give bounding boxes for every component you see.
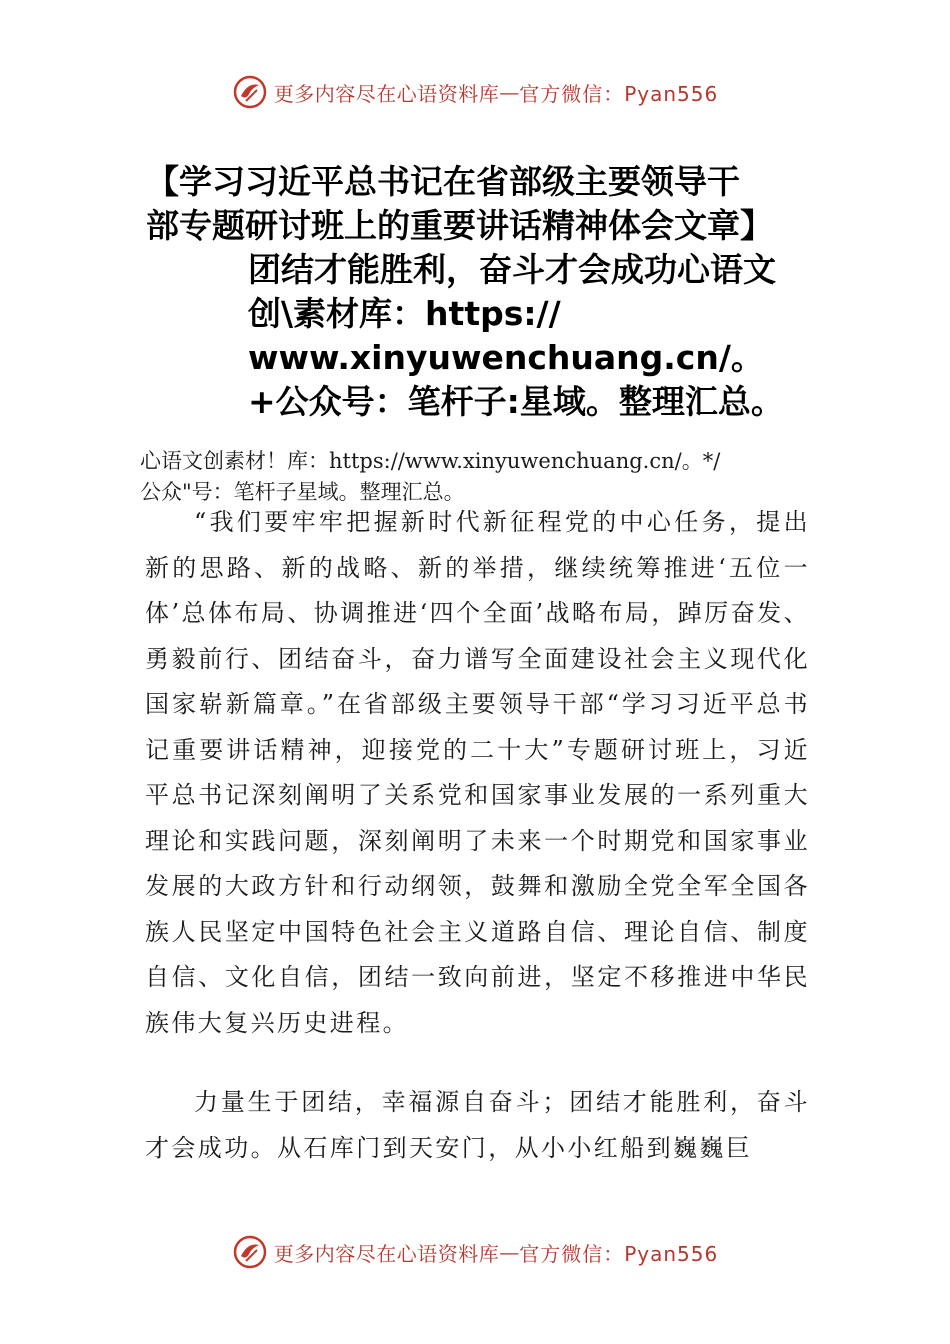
banner-wechat: 官方微信：Pyan556 [519,81,719,106]
seal-logo-icon [232,74,268,110]
banner-text: 更多内容尽在心语资料库 [273,1241,500,1266]
footer-banner [0,1232,950,1272]
title-line: +公众号：笔杆子:星域。整理汇总。 [248,382,784,421]
body-paragraph: 力量生于团结，幸福源自奋斗；团结才能胜利，奋斗才会成功。从石库门到天安门，从小小红船到巍巍巨 [145,1088,810,1162]
header-banner [0,72,950,112]
banner-dash: — [499,80,520,104]
body-paragraph: “我们要牢牢把握新时代新征程党的中心任务，提出新的思路、新的战略、新的举措，继续统筹推进‘五位一体’总体布局、协调推进‘四个全面’战略布局，踔厉奋发、勇毅前行、团结奋斗，奋力谱写全面建设社会主义现代化国家崭新篇章。”在省部级主要领导干部“学习习近平总书记重要讲话精神，迎接党的二十大”专题研讨班上，习近平总书记深刻阐明了关系党和国家事业发展的一系列重大理论和实践问题，深刻阐明了未来一个时期党和国家事业发展的大政方针和行动纲领，鼓舞和激励全党全军全国各族人民坚定中国特色社会主义道路自信、理论自信、制度自信、文化自信，团结一致向前进，坚定不移推进中华民族伟大复兴历史进程。 [145,508,810,1037]
source-note [140,446,840,508]
banner-dash: — [499,1240,520,1264]
title-line: 【学习习近平总书记在省部级主要领导干 [146,162,740,201]
seal-logo-icon [232,1234,268,1270]
title-line: 部专题研讨班上的重要讲话精神体会文章】 [146,206,773,245]
note-line: 心语文创素材！库：https://www.xinyuwenchuang.cn/。*/ [140,449,721,473]
banner-text: 更多内容尽在心语资料库 [273,81,500,106]
banner-wechat: 官方微信：Pyan556 [519,1241,719,1266]
title-line: 团结才能胜利，奋斗才会成功心语文 [248,250,776,289]
title-line: www.xinyuwenchuang.cn/。 [248,338,764,377]
title-line: 创\素材库：https:// [248,294,561,333]
note-line: 公众"号：笔杆子星域。整理汇总。 [140,480,465,504]
